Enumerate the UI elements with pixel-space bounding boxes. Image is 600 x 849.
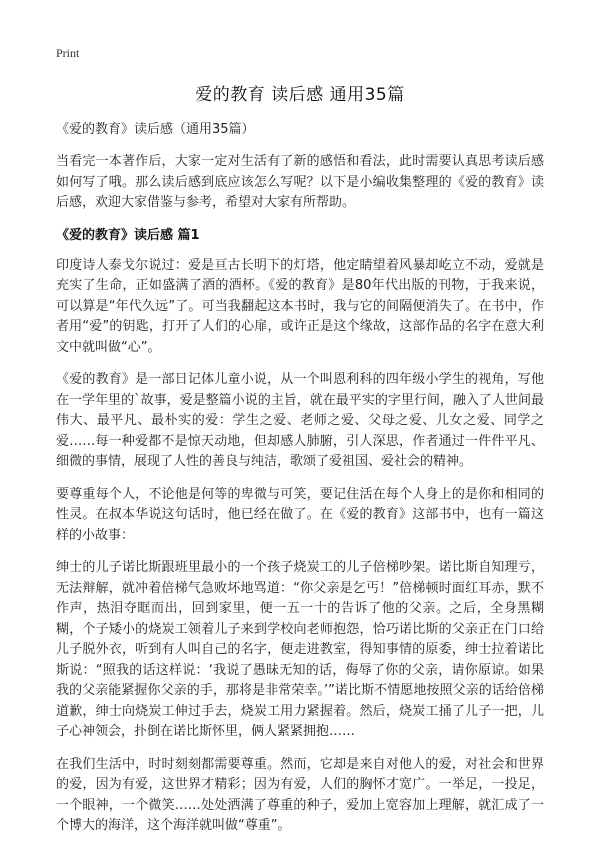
document-subtitle: 《爱的教育》读后感（通用35篇）	[56, 122, 255, 137]
intro-paragraph: 当看完一本著作后，大家一定对生活有了新的感悟和看法，此时需要认真思考读后感如何写了哦。那么读后感到底应该怎么写呢？以下是小编收集整理的《爱的教育》读后感，欢迎大家借鉴与参考，希望对大家有所帮助。	[56, 154, 544, 210]
section-heading: 《爱的教育》读后感 篇1	[56, 227, 200, 243]
document-title: 爱的教育 读后感 通用35篇	[195, 85, 405, 105]
document-body	[56, 120, 544, 849]
body-paragraph-1: 印度诗人泰戈尔说过：爱是亘古长明下的灯塔，他定睛望着风暴却屹立不动，爱就是充实了生命，正如盛满了酒的酒杯。《爱的教育》是80年代出版的刊物，于我来说，可以算是“年代久远”了。可当我翻起这本书时，我与它的间隔便消失了。在书中，作者用“爱”的钥匙，打开了人们的心扉，或许正是这个缘故，这部作品的名字在意大利文中就叫做“心”。	[56, 257, 544, 355]
body-paragraph-2: 《爱的教育》是一部日记体儿童小说，从一个叫恩利科的四年级小学生的视角，写他在一学年里的`故事，爱是整篇小说的主旨，就在最平实的字里行间，融入了人世间最伟大、最平凡、最朴实的爱：学生之爱、老师之爱、父母之爱、儿女之爱、同学之爱……每一种爱都不是惊天动地，但却感人肺腑，引人深思，作者通过一件件平凡、细微的事情，展现了人性的善良与纯洁，歌颂了爱祖国、爱社会的精神。	[56, 372, 544, 469]
body-paragraph-4: 绅士的儿子诺比斯跟班里最小的一个孩子烧炭工的儿子倍梯吵架。诺比斯自知理亏，无法辩解，就冲着倍梯气急败坏地骂道：“你父亲是乞丐！”倍梯顿时面红耳赤，默不作声，热泪夺眶而出，回到家里，便一五一十的告诉了他的父亲。之后，全身黑糊糊，个子矮小的烧炭工领着儿子来到学校向老师抱怨，恰巧诺比斯的父亲正在门口给儿子脱外衣，听到有人叫自己的名字，便走进教室，得知事情的原委，绅士拉着诺比斯说：“照我的话这样说：‘我说了愚昧无知的话，侮辱了你的父亲，请你原谅。如果我的父亲能紧握你父亲的手，那将是非常荣幸。’”诺比斯不情愿地按照父亲的话给倍梯道歉，绅士向烧炭工伸过手去，烧炭工用力紧握着。然后，烧炭工捅了儿子一把，儿子心神领会，扑倒在诺比斯怀里，俩人紧紧拥抱……	[56, 560, 544, 739]
print-label: Print	[56, 46, 80, 60]
body-paragraph-3: 要尊重每个人，不论他是何等的卑微与可笑，要记住活在每个人身上的是你和相同的性灵。在叔本华说这句话时，他已经在做了。在《爱的教育》这部书中，也有一篇这样的小故事：	[56, 486, 544, 543]
body-paragraph-5: 在我们生活中，时时刻刻都需要尊重。然而，它却是来自对他人的爱，对社会和世界的爱，因为有爱，这世界才精彩；因为有爱，人们的胸怀才宽广。一举足，一投足，一个眼神，一个微笑……处处洒满了尊重的种子，爱加上宽容加上理解，就汇成了一个博大的海洋，这个海洋就叫做“尊重”。	[56, 756, 544, 833]
